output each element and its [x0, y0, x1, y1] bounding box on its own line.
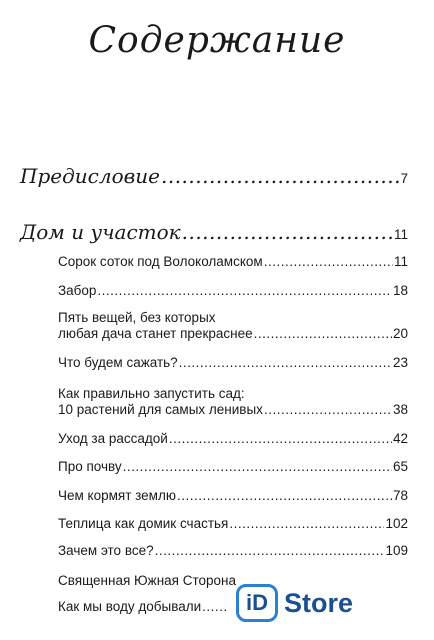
dot-leader — [264, 254, 393, 270]
toc-entry[interactable] — [58, 283, 408, 299]
toc-entry-multiline[interactable] — [58, 310, 408, 342]
toc-entry-page: 38 — [392, 402, 408, 417]
toc-entry[interactable] — [58, 459, 408, 475]
toc-entry-multiline[interactable] — [58, 386, 408, 418]
dot-leader — [169, 431, 392, 447]
toc-entry[interactable] — [58, 254, 408, 270]
toc-entry-label: Теплица как домик счастья — [58, 516, 229, 531]
toc-entry[interactable] — [58, 488, 408, 504]
toc-entry-page: 109 — [385, 543, 408, 558]
toc-entry[interactable] — [58, 355, 408, 371]
toc-entry-label: Зачем это все? — [58, 543, 154, 558]
page-title: Содержание — [88, 20, 346, 61]
toc-entry[interactable] — [58, 543, 408, 559]
dot-leader — [254, 326, 392, 342]
toc-entry-page: 18 — [392, 283, 408, 298]
logo-icon: iD — [236, 584, 278, 622]
dot-leader — [161, 168, 400, 184]
dot-leader — [179, 355, 392, 371]
dot-leader — [182, 224, 393, 240]
toc-entry[interactable] — [58, 516, 408, 532]
toc-entry-label: Забор — [58, 283, 97, 298]
toc-entry-page: 11 — [393, 227, 408, 242]
toc-entry[interactable] — [58, 599, 228, 615]
toc-entry-label-line1: Пять вещей, без которых — [58, 310, 216, 325]
toc-entry-label: Чем кормят землю — [58, 488, 176, 503]
dot-leader — [202, 599, 227, 615]
toc-entry-label: Как мы воду добывали — [58, 599, 202, 614]
dot-leader — [123, 459, 392, 475]
toc-entry-label: Сорок соток под Волоколамском — [58, 254, 263, 269]
toc-entry-page: 7 — [400, 171, 408, 186]
toc-entry-page: 42 — [392, 431, 408, 446]
store-watermark-logo — [236, 584, 353, 622]
toc-entry-page: 65 — [392, 459, 408, 474]
dot-leader — [97, 283, 392, 299]
toc-entry-page: 23 — [392, 355, 408, 370]
toc-entry-label: Про почву — [58, 459, 122, 474]
toc-entry-label: Дом и участок — [20, 220, 181, 244]
dot-leader — [177, 488, 392, 504]
toc-entry-house-and-plot[interactable] — [20, 220, 408, 244]
toc-entry-label: Предисловие — [20, 164, 160, 188]
logo-word: Store — [284, 587, 354, 618]
toc-entry-label: Священная Южная Сторона — [58, 573, 236, 588]
toc-entry-preface[interactable] — [20, 164, 408, 188]
toc-entry-page: 102 — [385, 516, 408, 531]
toc-entry[interactable] — [58, 431, 408, 447]
toc-entry-label-line1: Как правильно запустить сад: — [58, 386, 245, 401]
toc-entry-page: 11 — [393, 254, 408, 269]
dot-leader — [264, 402, 392, 418]
toc-entry[interactable] — [58, 573, 236, 589]
toc-entry-label: 10 растений для самых ленивых — [58, 402, 263, 417]
dot-leader — [155, 543, 385, 559]
toc-entry-label: Уход за рассадой — [58, 431, 168, 446]
dot-leader — [229, 516, 384, 532]
toc-entry-label: любая дача станет прекраснее — [58, 326, 253, 341]
toc-entry-label: Что будем сажать? — [58, 355, 178, 370]
toc-entry-page: 78 — [392, 488, 408, 503]
toc-entry-page: 20 — [392, 326, 408, 341]
